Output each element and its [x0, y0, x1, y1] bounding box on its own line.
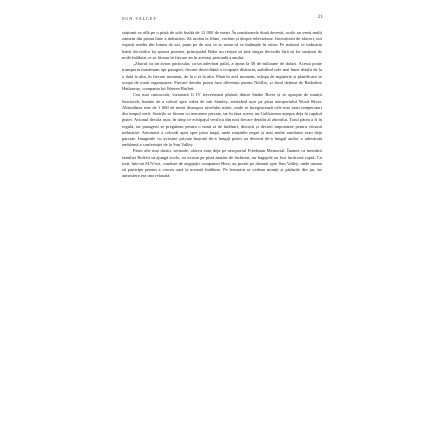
paragraph: stațiunii se află pe o pistă de schi înaltă de 12 000 de metri. În următoarele două decenii, acolo au venit mulți oameni din prima linie a industriei. Să urcăm la filme, vorbim și despre televiziune. Investitorii de afaceri, noi experți media din lumea de azi, pune pe de rost ce ar urma să se întâmple în viitor. Pe măsură ce industria luării deciziilor își sporea puterea, principalul Balet nu reușea să țină singur deciziile fără să fie susținut de noile întâlniri ce se făceau în fiecare an în aceeași perioadă a anului. — [122, 30, 322, 60]
body-text — [122, 30, 322, 414]
paragraph: „Zborul cu un avion particular, ca un adevărat palat, a ajuns la 30 de milioane de dolari. Acesta poate transporta maximum opt pasageri, fiecare dezvoltând o ocupație distinctă, stabilind cele mai bune detalii de la o dată la alta, în fiecare moment, de la o zi la alta. Până în acel moment, echipa de inginerie și planificare se ocupa de toată organizarea. Fiecare detaliu putea face diferența pentru Netflix, și fiind deținut de Berkshire Hathaway, compania lui Warren Buffett. — [122, 61, 322, 92]
page-number: 21 — [318, 15, 323, 20]
paragraph: Patru zile mai târziu, secunde, câteva erau deja pe aeroportul Friedman Memorial. Înainte ca membrii familiei Buffett să ajungă acolo, au existat pe pistă mașini de închiriat, iar bagajele au fost încărcate rapid. Cu toții, într-un SUV-uri, conduse de angajații companiei Herz, au pornit pe drumul spre Sun Valley, unde urmau să participe pentru a cincea oară la această întâlnire. Pe fereastră se vedeau munții și pădurile din jur, iar atmosfera era una relaxată. — [122, 148, 322, 179]
running-head: SUN VALLEY — [122, 16, 158, 21]
paragraph: Cea mai cunoscută, vizionată G IV traversează platoul dintre Snake River și se apropie de munții Sawtooth, înainte de a coborî spre valea de sub Stanley, aterizând ușor pe pista aeroportului Wood River. Altitudinea este de 1 600 de metri deasupra nivelului mării, unde se înregistrează cele mai mari temperaturi din timpul verii. Sosirile se făceau cu aeronave private, iar în ziua aceea, un Gulfstream aștepta deja la capătul pistei. Avionul decola ușor, în timp ce echipajul verifica din nou fiecare detaliu al zborului. Totul părea a fi în regulă, iar pasagerii se pregăteau pentru o nouă zi de întâlniri, discuții și decizii importante pentru viitorul industriei. Aeronava a coborât apoi spre pista largă, unde mașinile negre și mai multe autobuze erau deja parcate. Imaginile cu avioane private înșirate de-a lungul pistei au devenit de-a lungul anilor o adevărată emblemă a conferinței de la Sun Valley. — [122, 92, 322, 148]
